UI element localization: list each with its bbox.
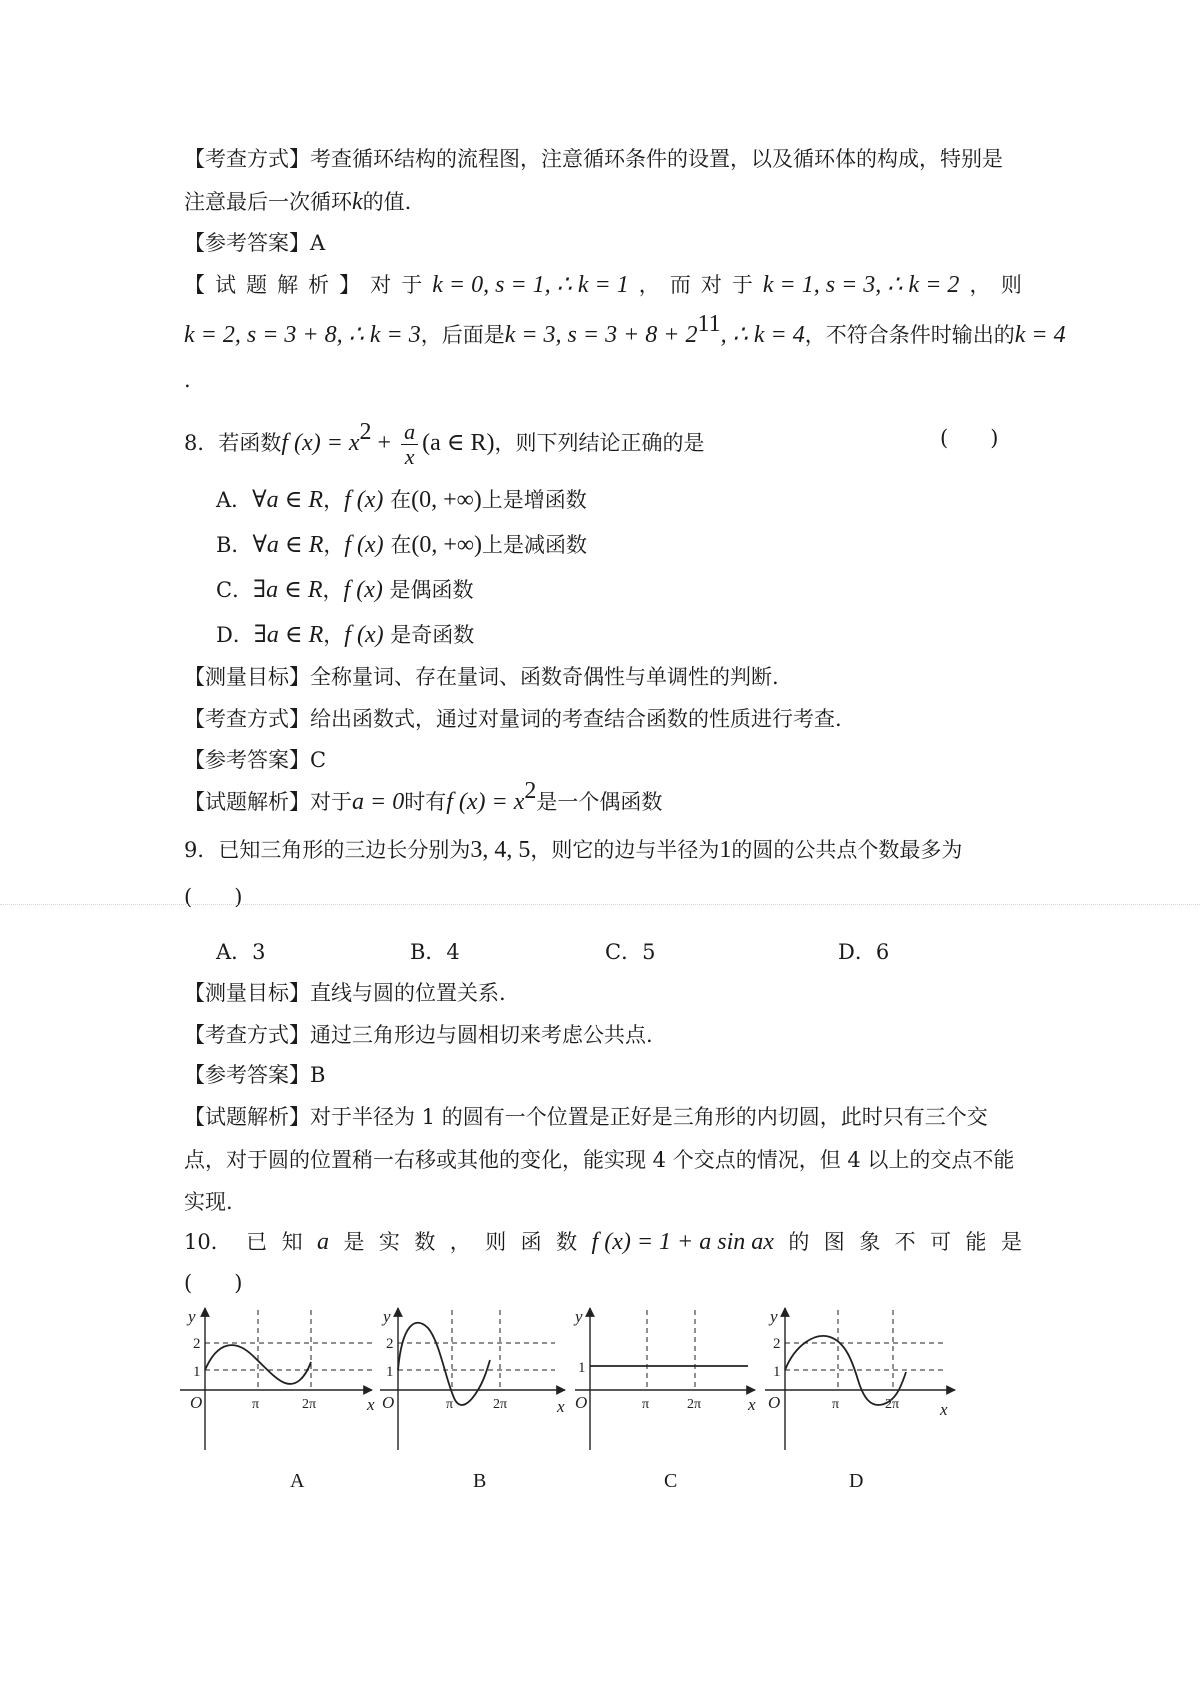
q7-method-line1: 【考查方式】考查循环结构的流程图，注意循环条件的设置，以及循环体的构成，特别是 bbox=[184, 147, 1003, 171]
q9-choice-a: A．3 bbox=[216, 940, 266, 964]
graph-a-2pi: 2π bbox=[302, 1397, 317, 1412]
graph-d-caption: D bbox=[849, 1470, 864, 1492]
graph-d-x-label: x bbox=[940, 1400, 948, 1419]
q8-analysis: 【试题解析】对于a = 0时有f $(x) = x^2$是一个偶函数 bbox=[184, 778, 663, 815]
graph-a-caption: A bbox=[290, 1470, 305, 1492]
q8-stem: 8．若函数f $(x) = x^2$ + $\frac{a}{x}$ (a ∈ R)，则下列结论正确的是 bbox=[184, 419, 705, 469]
q8-option-b: B．∀a ∈ R，f (x) 在(0, +∞)上是减函数 bbox=[216, 532, 587, 558]
q10-bracket: ( ) bbox=[184, 1271, 243, 1295]
q8-option-c: C．∃a ∈ R，f (x) 是偶函数 bbox=[216, 577, 474, 603]
graph-b-tick-2: 2 bbox=[386, 1336, 394, 1352]
graph-c-origin: O bbox=[575, 1393, 588, 1412]
graph-c bbox=[573, 1307, 756, 1450]
q9-answer: 【参考答案】B bbox=[184, 1063, 326, 1087]
q10-stem: 10． 已 知 a 是 实 数 ， 则 函 数 f (x) = 1 + a sin ax 的 图 象 不 可 能 是 bbox=[184, 1229, 1022, 1255]
graph-a-x-label: x bbox=[367, 1395, 375, 1414]
q9-analysis-line2: 点，对于圆的位置稍一右移或其他的变化，能实现 4 个交点的情况，但 4 以上的交点不能 bbox=[184, 1148, 1015, 1172]
q7-answer: 【参考答案】A bbox=[184, 231, 326, 255]
q7-analysis-line: 【 试 题 解 析 】 对 于 k = 0, s = 1, ∴ k = 1 ， 而 对 于 k = 1, s = 3, ∴ k = 2 ， 则 bbox=[184, 272, 1022, 298]
q8-fraction: $\frac{a}{x}$ bbox=[401, 420, 418, 469]
graph-c-2pi: 2π bbox=[687, 1397, 702, 1412]
q9-choice-b: B．4 bbox=[410, 940, 460, 964]
q9-method: 【考查方式】通过三角形边与圆相切来考虑公共点. bbox=[184, 1023, 653, 1047]
graph-d-tick-2: 2 bbox=[773, 1336, 781, 1352]
graph-a bbox=[180, 1307, 375, 1450]
q9-choice-d: D．6 bbox=[838, 940, 890, 964]
graph-c-x-label: x bbox=[748, 1395, 756, 1414]
q9-target: 【测量目标】直线与圆的位置关系. bbox=[184, 981, 506, 1005]
graph-c-tick-1: 1 bbox=[578, 1360, 586, 1376]
q7-method-line2: 注意最后一次循环k的值. bbox=[184, 189, 412, 215]
q8-option-a: A．∀a ∈ R，f (x) 在(0, +∞)上是增函数 bbox=[216, 487, 587, 513]
graph-a-y-label: y bbox=[188, 1307, 196, 1326]
q9-analysis-line1: 【试题解析】对于半径为 1 的圆有一个位置是正好是三角形的内切圆，此时只有三个交 bbox=[184, 1105, 988, 1129]
graph-c-pi: π bbox=[642, 1397, 650, 1412]
graph-a-origin: O bbox=[190, 1393, 203, 1412]
graph-c-caption: C bbox=[664, 1470, 678, 1492]
q8-method: 【考查方式】给出函数式，通过对量词的考查结合函数的性质进行考查. bbox=[184, 707, 842, 731]
graph-d-tick-1: 1 bbox=[773, 1364, 781, 1380]
q10-graphs bbox=[0, 1300, 1200, 1460]
q8-answer: 【参考答案】C bbox=[184, 748, 327, 772]
q9-analysis-line3: 实现. bbox=[184, 1190, 233, 1214]
graph-c-y-label: y bbox=[575, 1307, 583, 1326]
graph-b-caption: B bbox=[473, 1470, 487, 1492]
graph-b-pi: π bbox=[446, 1397, 454, 1412]
q7-period: . bbox=[184, 368, 191, 392]
graph-a-tick-2: 2 bbox=[193, 1336, 201, 1352]
q8-target: 【测量目标】全称量词、存在量词、函数奇偶性与单调性的判断. bbox=[184, 665, 779, 689]
graph-b bbox=[380, 1307, 565, 1450]
q9-choice-c: C．5 bbox=[605, 940, 656, 964]
graph-d-y-label: y bbox=[770, 1307, 778, 1326]
graph-b-tick-1: 1 bbox=[386, 1364, 394, 1380]
graph-d-pi: π bbox=[832, 1397, 840, 1412]
graph-a-tick-1: 1 bbox=[193, 1364, 201, 1380]
graph-d-origin: O bbox=[768, 1393, 781, 1412]
graph-d bbox=[765, 1307, 955, 1450]
q9-bracket: ( ) bbox=[184, 885, 243, 909]
q7-analysis-line2: k = 2, s = 3 + 8, ∴ k = 3，后面是k = 3, $s = 3 + 8 + 2^{11}$, ∴ k = 4，不符合条件时输出的k = 4 bbox=[184, 311, 1066, 348]
q8-option-d: D．∃a ∈ R，f (x) 是奇函数 bbox=[216, 622, 475, 648]
graph-d-2pi: 2π bbox=[885, 1397, 900, 1412]
q9-stem: 9．已知三角形的三边长分别为3, 4, 5，则它的边与半径为1的圆的公共点个数最多为 bbox=[184, 837, 963, 863]
graph-b-x-label: x bbox=[557, 1397, 565, 1416]
graph-b-origin: O bbox=[382, 1393, 395, 1412]
q8-bracket: ( ) bbox=[940, 426, 999, 450]
page-divider bbox=[0, 904, 1200, 905]
graph-b-y-label: y bbox=[383, 1307, 391, 1326]
graph-a-pi: π bbox=[252, 1397, 260, 1412]
graph-b-2pi: 2π bbox=[493, 1397, 508, 1412]
